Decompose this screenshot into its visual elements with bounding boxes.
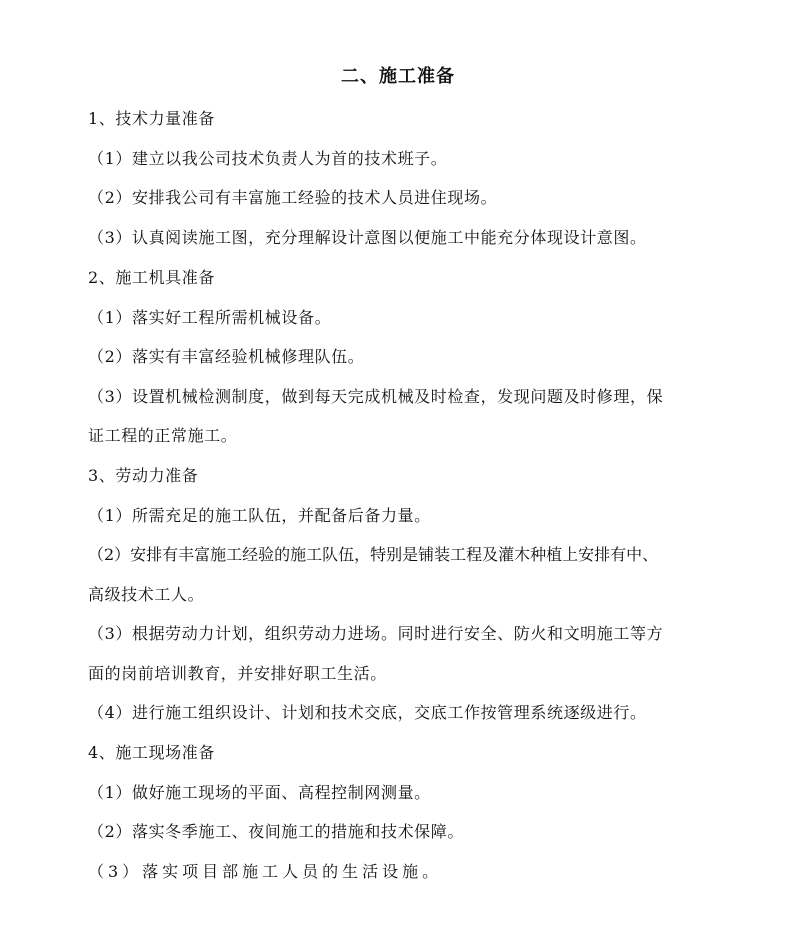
paragraph-line: （1）做好施工现场的平面、高程控制网测量。: [88, 783, 431, 802]
paragraph-line: （4）进行施工组织设计、计划和技术交底，交底工作按管理系统逐级进行。: [88, 703, 647, 722]
paragraph-line: （1）落实好工程所需机械设备。: [88, 308, 332, 327]
paragraph-line: （3）根据劳动力计划，组织劳动力进场。同时进行安全、防火和文明施工等方: [88, 624, 664, 643]
paragraph-line: 证工程的正常施工。: [88, 426, 238, 445]
paragraph-line: （2）安排有丰富施工经验的施工队伍，特别是铺装工程及灌木种植上安排有中、: [88, 545, 659, 564]
paragraph-line: 高级技术工人。: [88, 585, 205, 604]
paragraph-line: （3）落实项目部施工人员的生活设施。: [88, 862, 443, 881]
section-title: 二、施工准备: [341, 66, 455, 87]
subsection-heading-1: 1、技术力量准备: [88, 109, 215, 128]
subsection-heading-4: 4、施工现场准备: [88, 743, 215, 762]
paragraph-line: （3）认真阅读施工图，充分理解设计意图以便施工中能充分体现设计意图。: [88, 228, 647, 247]
paragraph-line: （2）落实冬季施工、夜间施工的措施和技术保障。: [88, 822, 464, 841]
paragraph-line: （3）设置机械检测制度，做到每天完成机械及时检查，发现问题及时修理，保: [88, 387, 664, 406]
paragraph-line: （1）建立以我公司技术负责人为首的技术班子。: [88, 149, 448, 168]
paragraph-line: （2）落实有丰富经验机械修理队伍。: [88, 347, 365, 366]
paragraph-line: 面的岗前培训教育，并安排好职工生活。: [88, 664, 387, 683]
subsection-heading-3: 3、劳动力准备: [88, 466, 199, 485]
subsection-heading-2: 2、施工机具准备: [88, 268, 215, 287]
paragraph-line: （2）安排我公司有丰富施工经验的技术人员进住现场。: [88, 188, 498, 207]
paragraph-line: （1）所需充足的施工队伍，并配备后备力量。: [88, 506, 431, 525]
